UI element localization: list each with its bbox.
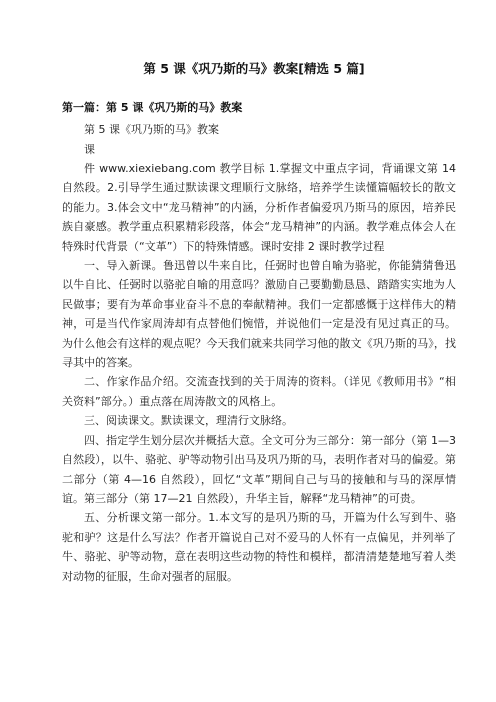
- paragraph-intro: 一、导入新课。鲁迅曾以牛来自比，任弼时也曾自喻为骆驼，你能猜猜鲁迅以牛自比、任弼时以骆驼自喻的用意吗？激励自己要勤勤恳恳、踏踏实实地为人民做事；要有为革命事业奋斗不息的奉献精神。我们一定都感慨于这样伟大的精神，可是当代作家周涛却有点替他们惋惜，并说他们一定是没有见过真正的马。为什么他会有这样的观点呢？今天我们就来共同学习他的散文《巩乃斯的马》，找寻其中的答案。: [62, 259, 456, 370]
- paragraph-structure: 四、指定学生划分层次并概括大意。全文可分为三部分：第一部分（第 1—3 自然段），以牛、骆驼、驴等动物引出马及巩乃斯的马，表明作者对马的偏爱。第二部分（第 4—16 自然段），回忆“文革”期间自己与马的接触和与马的深厚情谊。第三部分（第 17—21 自然段），升华主旨，解释“龙马精神”的可贵。: [62, 433, 456, 505]
- section-heading: 第一篇：第 5 课《巩乃斯的马》教案: [62, 101, 243, 114]
- document-title: 第 5 课《巩乃斯的马》教案[精选 5 篇]: [143, 61, 365, 76]
- paragraph-author: 二、作家作品介绍。交流查找到的关于周涛的资料。（详见《教师用书》“相关资料”部分。）重点落在周涛散文的风格上。: [62, 375, 456, 408]
- paragraph-reading: 三、阅读课文。默读课文，理清行文脉络。: [84, 414, 293, 428]
- subtitle-line: 第 5 课《巩乃斯的马》教案: [84, 123, 219, 136]
- paragraph-objectives: 件 www.xiexiebang.com 教学目标 1.掌握文中重点字词，背诵课文第 14 自然段。2.引导学生通过默读课文理顺行文脉络，培养学生读懂篇幅较长的散文的能力。3.体会文中“龙马精神”的内涵，分析作者偏爱巩乃斯马的原因，培养民族自豪感。教学重点积累精彩段落，体会“龙马精神”的内涵。教学难点体会人在特殊时代背景（“文革”）下的特殊情感。课时安排 2 课时教学过程: [62, 162, 456, 253]
- ke-line: 课: [84, 142, 95, 156]
- paragraph-analysis: 五、分析课文第一部分。1.本文写的是巩乃斯的马，开篇为什么写到牛、骆驼和驴？这是什么写法？作者开篇说自己对不爱马的人怀有一点偏见，并列举了牛、骆驼、驴等动物，意在表明这些动物的特性和模样，都清清楚楚地写着人类对动物的征服，生命对强者的屈服。: [62, 511, 456, 583]
